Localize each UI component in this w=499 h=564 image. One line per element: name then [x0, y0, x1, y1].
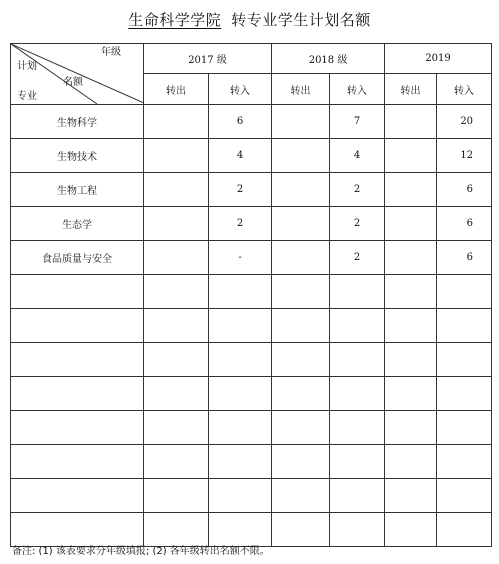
empty-cell	[11, 445, 144, 479]
empty-cell	[330, 275, 385, 309]
cell-2019-out	[385, 207, 437, 241]
table-row	[11, 241, 492, 275]
empty-cell	[209, 479, 272, 513]
empty-row	[11, 445, 492, 479]
empty-cell	[272, 343, 330, 377]
cell-2017-in: 2	[209, 173, 272, 207]
empty-row	[11, 479, 492, 513]
cell-2019-out	[385, 105, 437, 139]
empty-cell	[385, 343, 437, 377]
cell-2017-in: -	[209, 241, 272, 275]
empty-cell	[144, 343, 209, 377]
major-name: 生物科学	[11, 105, 144, 139]
cell-2017-out	[144, 139, 209, 173]
cell-2017-out	[144, 105, 209, 139]
empty-cell	[272, 411, 330, 445]
major-name: 生态学	[11, 207, 144, 241]
empty-cell	[11, 479, 144, 513]
year-header-2018: 2018 级	[272, 44, 385, 74]
empty-row	[11, 411, 492, 445]
cell-2018-out	[272, 173, 330, 207]
cell-2018-out	[272, 139, 330, 173]
empty-cell	[437, 377, 492, 411]
empty-cell	[385, 513, 437, 547]
empty-cell	[385, 445, 437, 479]
year-header-2017: 2017 级	[144, 44, 272, 74]
cell-2017-in: 6	[209, 105, 272, 139]
cell-2019-in: 6	[437, 173, 492, 207]
cell-2018-in: 4	[330, 139, 385, 173]
header-2018-out: 转出	[272, 74, 330, 105]
header-row-years	[11, 44, 492, 74]
empty-cell	[437, 513, 492, 547]
cell-2018-in: 2	[330, 207, 385, 241]
empty-cell	[330, 411, 385, 445]
empty-cell	[272, 309, 330, 343]
cell-2017-in: 4	[209, 139, 272, 173]
major-name: 生物技术	[11, 139, 144, 173]
empty-cell	[272, 513, 330, 547]
cell-2017-out	[144, 173, 209, 207]
cell-2017-out	[144, 207, 209, 241]
cell-2019-in: 6	[437, 241, 492, 275]
empty-cell	[330, 377, 385, 411]
empty-cell	[209, 377, 272, 411]
major-name: 生物工程	[11, 173, 144, 207]
empty-cell	[11, 309, 144, 343]
empty-cell	[437, 343, 492, 377]
cell-2019-in: 6	[437, 207, 492, 241]
empty-cell	[209, 343, 272, 377]
empty-cell	[272, 377, 330, 411]
corner-major-label: 专业	[17, 91, 37, 102]
empty-cell	[11, 411, 144, 445]
empty-cell	[437, 309, 492, 343]
empty-cell	[272, 479, 330, 513]
cell-2017-in: 2	[209, 207, 272, 241]
table-row	[11, 207, 492, 241]
header-2019-out: 转出	[385, 74, 437, 105]
empty-cell	[437, 275, 492, 309]
cell-2018-out	[272, 207, 330, 241]
empty-cell	[144, 377, 209, 411]
header-2017-in: 转入	[209, 74, 272, 105]
empty-row	[11, 343, 492, 377]
corner-quota-label: 名额	[63, 77, 83, 88]
empty-cell	[11, 377, 144, 411]
empty-cell	[209, 513, 272, 547]
page-title	[0, 8, 499, 32]
empty-cell	[144, 275, 209, 309]
table-row	[11, 105, 492, 139]
empty-cell	[437, 479, 492, 513]
cell-2019-out	[385, 173, 437, 207]
corner-year-label: 年级	[101, 47, 121, 58]
cell-2019-out	[385, 241, 437, 275]
table-subject: 转专业学生计划名额	[231, 11, 371, 29]
year-header-2019: 2019	[385, 44, 492, 74]
empty-cell	[330, 309, 385, 343]
cell-2019-out	[385, 139, 437, 173]
cell-2018-in: 2	[330, 173, 385, 207]
empty-row	[11, 309, 492, 343]
empty-cell	[330, 513, 385, 547]
empty-cell	[11, 343, 144, 377]
empty-cell	[144, 309, 209, 343]
empty-cell	[209, 309, 272, 343]
quota-table	[10, 43, 492, 547]
empty-row	[11, 513, 492, 547]
table-row	[11, 139, 492, 173]
empty-cell	[385, 411, 437, 445]
empty-cell	[11, 513, 144, 547]
empty-cell	[385, 377, 437, 411]
empty-row	[11, 275, 492, 309]
empty-cell	[144, 513, 209, 547]
empty-cell	[330, 479, 385, 513]
empty-cell	[330, 343, 385, 377]
empty-cell	[437, 411, 492, 445]
empty-cell	[144, 445, 209, 479]
major-name: 食品质量与安全	[11, 241, 144, 275]
header-2017-out: 转出	[144, 74, 209, 105]
empty-cell	[272, 275, 330, 309]
table-row	[11, 173, 492, 207]
empty-cell	[209, 275, 272, 309]
header-2018-in: 转入	[330, 74, 385, 105]
footnote: 备注: (1) 该表要求分年级填报; (2) 各年级转出名额不限。	[12, 546, 270, 557]
college-name: 生命科学学院	[128, 11, 222, 29]
empty-cell	[144, 411, 209, 445]
corner-plan-label: 计划	[17, 61, 37, 72]
cell-2018-in: 7	[330, 105, 385, 139]
cell-2019-in: 12	[437, 139, 492, 173]
diagonal-header-cell	[11, 44, 144, 105]
empty-cell	[144, 479, 209, 513]
empty-cell	[272, 445, 330, 479]
empty-cell	[385, 275, 437, 309]
empty-cell	[209, 445, 272, 479]
cell-2018-out	[272, 105, 330, 139]
cell-2018-in: 2	[330, 241, 385, 275]
header-2019-in: 转入	[437, 74, 492, 105]
empty-cell	[11, 275, 144, 309]
cell-2017-out	[144, 241, 209, 275]
empty-row	[11, 377, 492, 411]
empty-cell	[385, 479, 437, 513]
empty-cell	[385, 309, 437, 343]
cell-2018-out	[272, 241, 330, 275]
empty-cell	[437, 445, 492, 479]
empty-cell	[330, 445, 385, 479]
empty-cell	[209, 411, 272, 445]
cell-2019-in: 20	[437, 105, 492, 139]
